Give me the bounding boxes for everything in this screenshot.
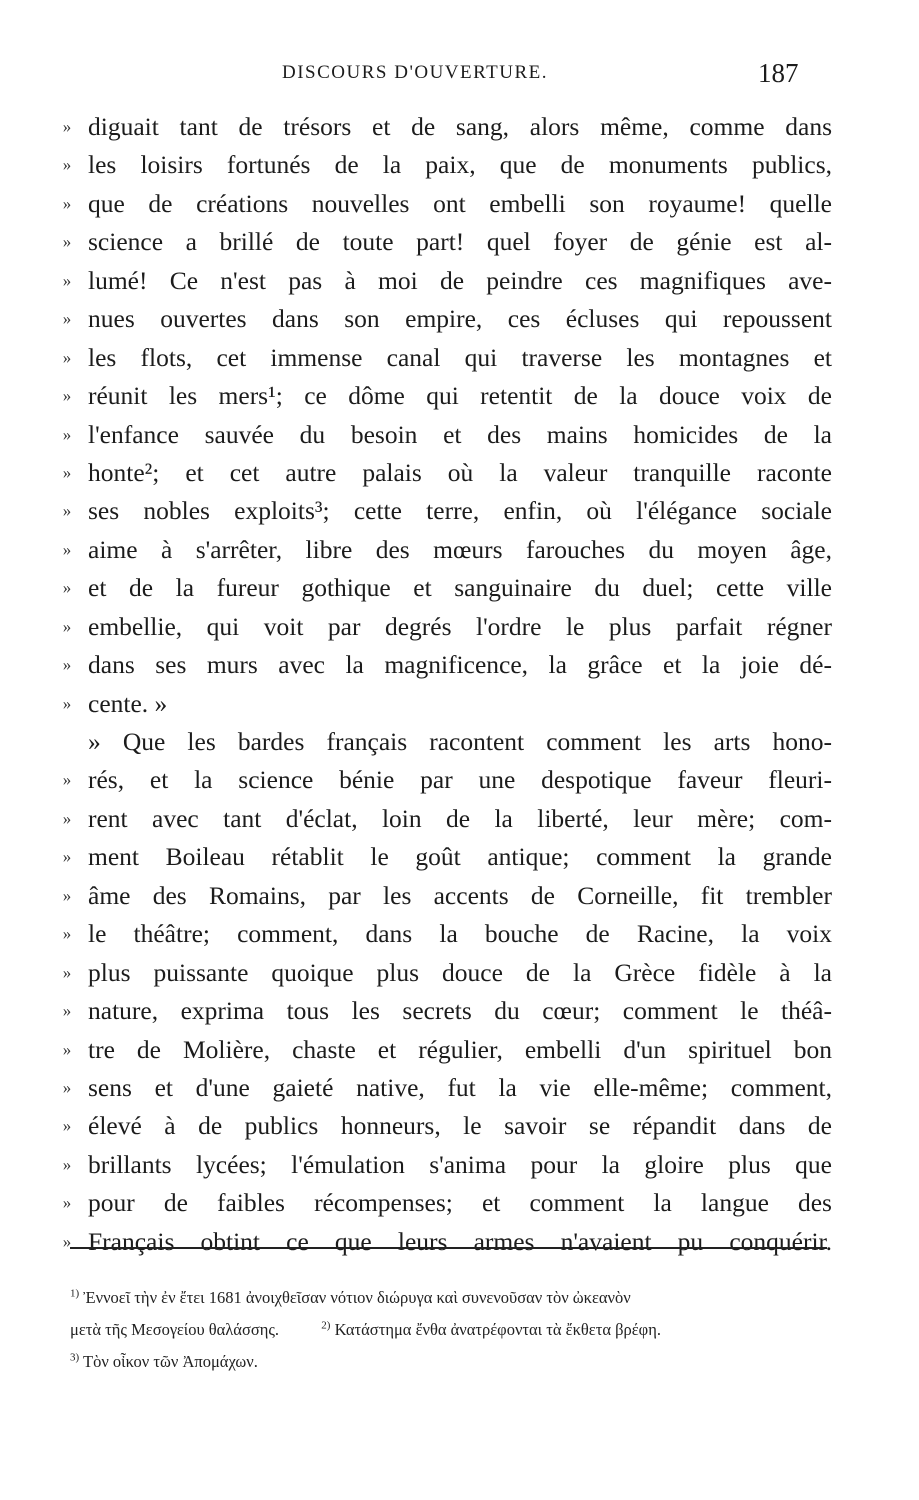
line-text: diguait tant de trésors et de sang, alors même, comme dans: [88, 112, 832, 141]
quotation-mark: »: [62, 693, 72, 713]
text-line: [52, 915, 832, 953]
text-line: [52, 954, 832, 992]
line-text: l'enfance sauvée du besoin et des mains homicides de la: [88, 419, 832, 449]
quotation-mark: »: [62, 808, 72, 828]
footnote-3-marker: 3): [70, 1351, 80, 1364]
line-text: sens et d'une gaieté native, fut la vie elle-même; comment,: [88, 1072, 832, 1102]
body-text: [52, 108, 832, 1261]
footnote-3-text: Τὸν οἶκον τῶν Ἀπομάχων.: [83, 1352, 258, 1371]
quotation-mark: »: [62, 962, 72, 982]
line-text: élevé à de publics honneurs, le savoir se répandit dans de: [88, 1111, 832, 1141]
footnote-1-line-2: [70, 1314, 830, 1346]
line-text: dans ses murs avec la magnificence, la grâce et la joie dé-: [88, 650, 832, 680]
text-line: [52, 723, 832, 761]
quotation-mark: »: [62, 847, 72, 867]
text-line: [52, 992, 832, 1030]
text-line: [52, 223, 832, 261]
line-text: les flots, cet immense canal qui traverse les montagnes et: [88, 342, 832, 372]
quotation-mark: »: [62, 655, 72, 675]
quotation-mark: »: [62, 309, 72, 329]
text-line: [52, 800, 832, 838]
line-text: science a brillé de toute part! quel foyer de génie est al-: [88, 227, 832, 257]
quotation-mark: »: [62, 924, 72, 944]
footnotes: [70, 1282, 830, 1378]
line-text: brillants lycées; l'émulation s'anima pour la gloire plus que: [88, 1149, 832, 1179]
text-line: [52, 646, 832, 684]
footnote-1-text-continued: μετὰ τῆς Μεσογείου θαλάσσης.: [70, 1320, 280, 1339]
line-text: et de la fureur gothique et sanguinaire du duel; cette ville: [88, 573, 832, 603]
text-line: [52, 339, 832, 377]
line-text: pour de faibles récompenses; et comment la langue des: [88, 1188, 832, 1218]
quotation-mark: »: [62, 1154, 72, 1174]
text-line: [52, 685, 832, 723]
text-line: [52, 877, 832, 915]
line-text: âme des Romains, par les accents de Corneille, fit trembler: [88, 880, 832, 910]
quotation-mark: »: [62, 539, 72, 559]
line-text: Français obtint ce que leurs armes n'avaient pu conquérir.: [88, 1226, 832, 1256]
line-text: aime à s'arrêter, libre des mœurs farouches du moyen âge,: [88, 534, 832, 564]
quotation-mark: »: [62, 424, 72, 444]
line-text: lumé! Ce n'est pas à moi de peindre ces magnifiques ave-: [88, 265, 832, 295]
footnote-2-marker: 2): [321, 1319, 331, 1332]
footnote-1-text: Ἐννοεῖ τὴν ἐν ἔτει 1681 ἀνοιχθεῖσαν νότιον διώρυγα καὶ συνενοῦσαν τὸν ὠκεανὸν: [83, 1288, 631, 1307]
quotation-mark: »: [62, 578, 72, 598]
quotation-mark: »: [62, 1231, 72, 1251]
line-text: cente. »: [88, 688, 168, 718]
line-text: que de créations nouvelles ont embelli son royaume! quelle: [88, 188, 832, 218]
quotation-mark: »: [62, 462, 72, 482]
text-line: [52, 1107, 832, 1145]
text-line: [52, 377, 832, 415]
text-line: [52, 108, 832, 146]
line-text: réunit les mers¹; ce dôme qui retentit de la douce voix de: [88, 381, 832, 411]
line-text: rent avec tant d'éclat, loin de la liberté, leur mère; com-: [88, 803, 832, 833]
text-line: [52, 531, 832, 569]
line-text: » Que les bardes français racontent comment les arts hono-: [88, 727, 832, 756]
text-line: [52, 608, 832, 646]
text-line: [52, 1069, 832, 1107]
line-text: ses nobles exploits³; cette terre, enfin, où l'élégance sociale: [88, 496, 832, 526]
text-line: [52, 454, 832, 492]
line-text: nature, exprima tous les secrets du cœur; comment le théâ-: [88, 996, 832, 1026]
quotation-mark: »: [62, 1116, 72, 1136]
line-text: les loisirs fortunés de la paix, que de monuments publics,: [88, 150, 832, 180]
text-line: [52, 1146, 832, 1184]
text-line: [52, 492, 832, 530]
text-line: [52, 838, 832, 876]
text-line: [52, 1184, 832, 1222]
footnote-2-text: Κατάστημα ἔνθα ἀνατρέφονται τὰ ἔκθετα βρέφη.: [334, 1320, 661, 1339]
quotation-mark: »: [62, 347, 72, 367]
quotation-mark: »: [62, 501, 72, 521]
quotation-mark: »: [62, 386, 72, 406]
line-text: plus puissante quoique plus douce de la Grèce fidèle à la: [88, 957, 832, 987]
line-text: ment Boileau rétablit le goût antique; comment la grande: [88, 842, 832, 872]
line-text: nues ouvertes dans son empire, ces écluses qui repoussent: [88, 304, 832, 334]
line-text: honte²; et cet autre palais où la valeur tranquille raconte: [88, 457, 832, 487]
footnote-1-line-1: [70, 1282, 830, 1314]
quotation-mark: »: [62, 1001, 72, 1021]
footnote-1-marker: 1): [70, 1287, 80, 1300]
text-line: [52, 569, 832, 607]
page-number: 187: [758, 58, 799, 88]
text-line: [52, 416, 832, 454]
quotation-mark: »: [62, 1077, 72, 1097]
running-title: DISCOURS D'OUVERTURE.: [282, 62, 549, 83]
quotation-mark: »: [62, 270, 72, 290]
quotation-mark: »: [62, 193, 72, 213]
quotation-mark: »: [62, 770, 72, 790]
text-line: [52, 1031, 832, 1069]
line-text: tre de Molière, chaste et régulier, embelli d'un spirituel bon: [88, 1034, 832, 1064]
footnote-rule: [70, 1247, 827, 1249]
quotation-mark: »: [62, 1193, 72, 1213]
text-line: [52, 262, 832, 300]
quotation-mark: »: [62, 885, 72, 905]
quotation-mark: »: [62, 1039, 72, 1059]
quotation-mark: »: [62, 155, 72, 175]
line-text: rés, et la science bénie par une despotique faveur fleuri-: [88, 765, 832, 795]
footnote-3-line: [70, 1346, 830, 1378]
text-line: [52, 761, 832, 799]
text-line: [52, 185, 832, 223]
text-line: [52, 300, 832, 338]
line-text: embellie, qui voit par degrés l'ordre le plus parfait régner: [88, 611, 832, 641]
quotation-mark: »: [62, 616, 72, 636]
quotation-mark: »: [62, 117, 72, 136]
text-line: [52, 146, 832, 184]
text-line: [52, 1223, 832, 1261]
quotation-mark: »: [62, 232, 72, 252]
line-text: le théâtre; comment, dans la bouche de Racine, la voix: [88, 919, 832, 949]
